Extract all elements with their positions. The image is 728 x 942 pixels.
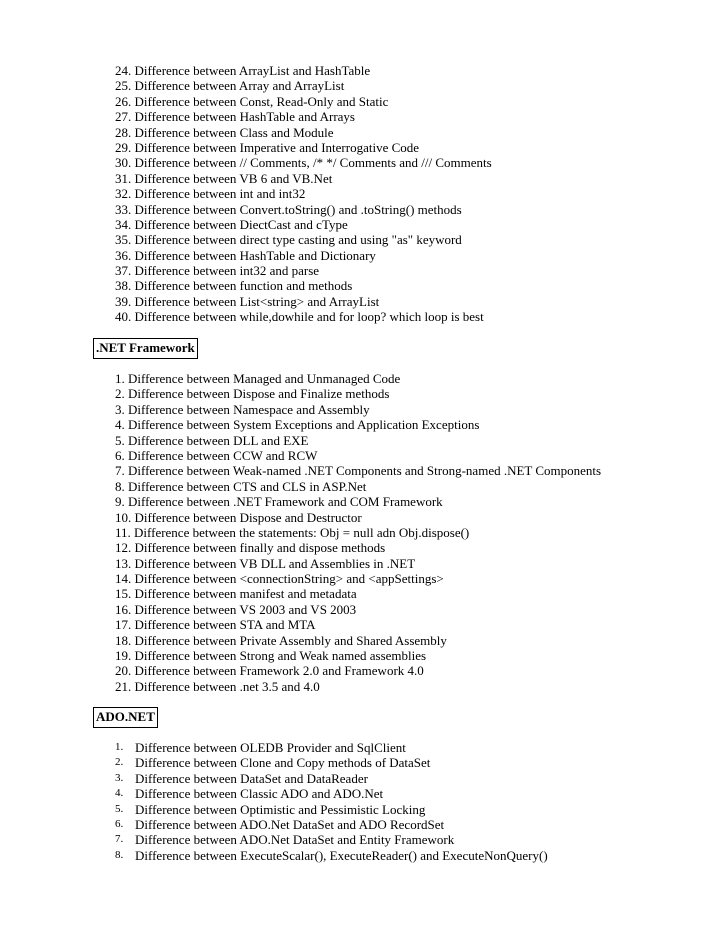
list-item-text: Difference between Classic ADO and ADO.Net [135,786,384,802]
list-item: 34. Difference between DiectCast and cType [115,216,348,232]
list-item: 17. Difference between STA and MTA [115,617,316,633]
list-item: 32. Difference between int and int32 [115,186,306,202]
ado-net-list [115,740,728,863]
list-item: 5. Difference between DLL and EXE [115,432,309,448]
list-item: 8. Difference between CTS and CLS in ASP.Net [115,478,367,494]
list-item-number: 8. [115,848,124,861]
list-item [115,755,728,770]
list-item: 16. Difference between VS 2003 and VS 2003 [115,601,357,617]
list-item: 18. Difference between Private Assembly and Shared Assembly [115,632,447,648]
ado-net-section [0,740,728,863]
list-item: 31. Difference between VB 6 and VB.Net [115,170,333,186]
list-item [115,786,728,801]
list-item: 29. Difference between Imperative and Interrogative Code [115,139,420,155]
list-item-number: 5. [115,802,124,815]
list-item: 4. Difference between System Exceptions and Application Exceptions [115,417,480,433]
list-item-number: 4. [115,787,124,800]
list-item: 26. Difference between Const, Read-Only and Static [115,93,389,109]
list-item-text: Difference between ADO.Net DataSet and Entity Framework [135,832,455,848]
list-item [115,817,728,832]
net-framework-section [0,371,728,694]
list-item: 30. Difference between // Comments, /* */ Comments and /// Comments [115,155,492,171]
list-item-text: Difference between DataSet and DataReader [135,770,368,786]
list-item: 36. Difference between HashTable and Dictionary [115,247,376,263]
list-item: 12. Difference between finally and dispose methods [115,540,386,556]
list-item [115,848,728,863]
ado-net-heading: ADO.NET [93,707,158,728]
list-item: 6. Difference between CCW and RCW [115,447,318,463]
list-item-number: 2. [115,756,124,769]
list-item-text: Difference between ADO.Net DataSet and ADO RecordSet [135,816,445,832]
list-item: 37. Difference between int32 and parse [115,263,320,279]
list-item-text: Difference between ExecuteScalar(), ExecuteReader() and ExecuteNonQuery() [135,847,548,863]
list-item: 15. Difference between manifest and metadata [115,586,357,602]
list-item: 7. Difference between Weak-named .NET Components and Strong-named .NET Components [115,463,602,479]
list-item [115,771,728,786]
list-item-number: 3. [115,771,124,784]
list-item-number: 7. [115,833,124,846]
list-item: 35. Difference between direct type casting and using "as" keyword [115,232,462,248]
list-item: 14. Difference between <connectionString> and <appSettings> [115,571,444,587]
list-item: 39. Difference between List<string> and ArrayList [115,293,380,309]
list-item: 13. Difference between VB DLL and Assemblies in .NET [115,555,416,571]
net-framework-list [115,371,728,694]
list-item: 9. Difference between .NET Framework and COM Framework [115,494,443,510]
list-item-text: Difference between Optimistic and Pessimistic Locking [135,801,426,817]
list-item: 19. Difference between Strong and Weak named assemblies [115,648,427,664]
list-item: 28. Difference between Class and Module [115,124,334,140]
list-item: 20. Difference between Framework 2.0 and Framework 4.0 [115,663,424,679]
list-item: 11. Difference between the statements: Obj = null adn Obj.dispose() [115,524,470,540]
list-item: 38. Difference between function and methods [115,278,353,294]
list-item: 10. Difference between Dispose and Destructor [115,509,362,525]
list-item: 2. Difference between Dispose and Finalize methods [115,386,390,402]
list-item: 24. Difference between ArrayList and HashTable [115,63,371,78]
list-item-number: 1. [115,741,124,753]
list-item: 3. Difference between Namespace and Assembly [115,401,370,417]
list-item: 1. Difference between Managed and Unmanaged Code [115,371,401,386]
continued-list-section [0,63,728,325]
list-item-text: Difference between OLEDB Provider and SqlClient [135,740,406,755]
list-item-text: Difference between Clone and Copy methods of DataSet [135,755,431,771]
list-item: 40. Difference between while,dowhile and for loop? which loop is best [115,309,484,325]
continued-list [115,63,728,325]
list-item [115,802,728,817]
list-item: 27. Difference between HashTable and Arrays [115,109,355,125]
net-framework-heading: .NET Framework [93,338,198,359]
list-item: 21. Difference between .net 3.5 and 4.0 [115,678,320,694]
list-item [115,740,728,755]
list-item: 25. Difference between Array and ArrayList [115,78,345,94]
list-item: 33. Difference between Convert.toString() and .toString() methods [115,201,462,217]
list-item [115,832,728,847]
list-item-number: 6. [115,817,124,830]
